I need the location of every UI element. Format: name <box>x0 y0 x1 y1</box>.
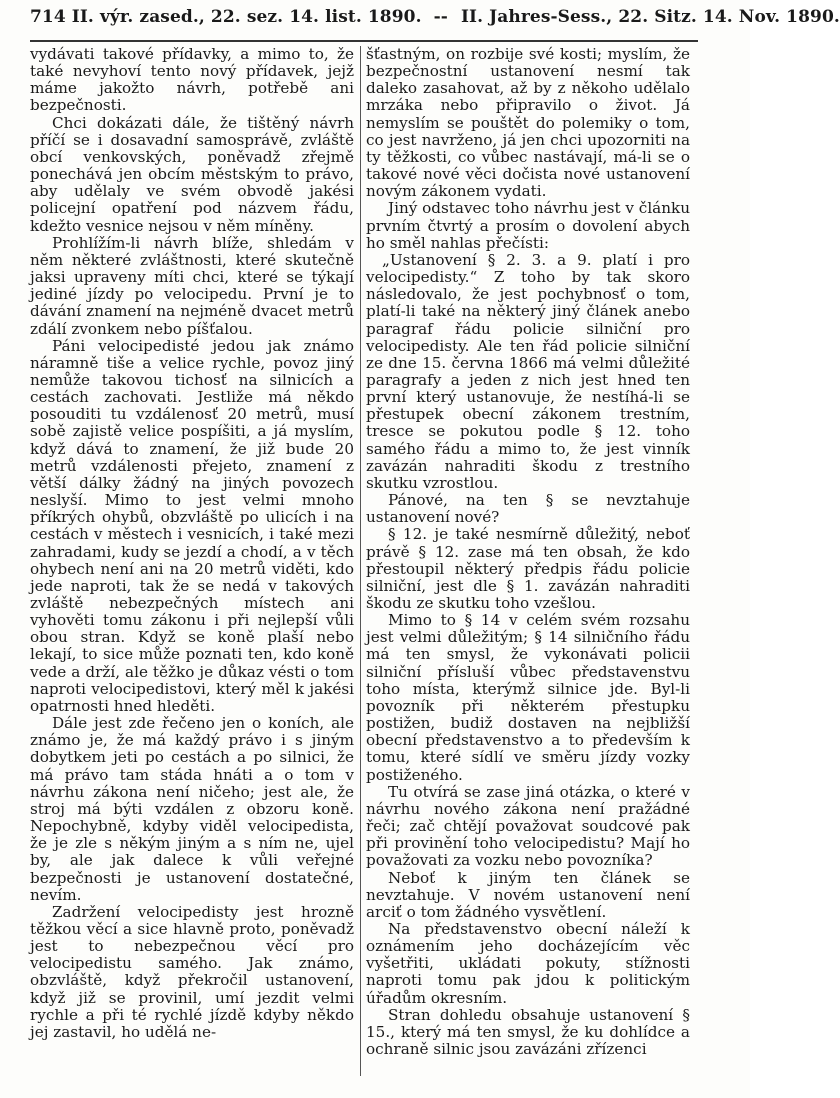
paragraph: Dále jest zde řečeno jen o koních, ale známo je, že má každý právo i s jiným dobytkem jeti po cestách a po silnici, že má právo tam stáda hnáti a o tom v návrhu zákona není ničeho; jest ale, že stroj má býti vzdálen z obzoru koně. Nepochybně, kdyby viděl velocipedista, že je zle s někým jiným a s ním ne, ujel by, ale jak dalece k vůli veřejné bezpečnosti je ustanovení dostatečné, nevím. <box>30 714 354 904</box>
paragraph: Chci dokázati dále, že tištěný návrh příčí se i dosavadní samosprávě, zvláště obcí venkovských, poněvadž zřejmě ponechává jen obcím městským to právo, aby udělaly ve svém obvodě jakési policejní opatření pod názvem řádu, kdežto vesnice nejsou v něm míněny. <box>30 113 354 235</box>
left-column <box>30 46 354 1041</box>
column-divider <box>360 46 361 1076</box>
paragraph: Pánové, na ten § se nevztahuje ustanovení nové? <box>366 491 690 527</box>
paragraph: Tu otvírá se zase jiná otázka, o které v návrhu nového zákona není pražádné řeči; zač chtějí považovat soudcové pak při provinění toho velocipedistu? Mají ho považovati za vozku nebo povozníka? <box>366 782 690 870</box>
paragraph: vydávati takové přídavky, a mimo to, že také nevyhoví tento nový přídavek, jejž máme jakožto návrh, potřebě ani bezpečnosti. <box>30 45 354 115</box>
paragraph: Mimo to § 14 v celém svém rozsahu jest velmi důležitým; § 14 silničního řádu má ten smysl, že vykonávati policii silniční přísluší vůbec představenstvu toho místa, kterýmž silnice jde. Byl-li povozník při některém přestupku postižen, budiž dostaven na nejbližší obecní představenstvo a to především k tomu, které sídlí ve směru jízdy vozky postiženého. <box>366 611 690 784</box>
header-czech: 714 II. výr. zased., 22. sez. 14. list. 1890. <box>30 7 422 27</box>
paragraph: Zadržení velocipedisty jest hrozně těžkou věcí a sice hlavně proto, poněvadž jest to nebezpečnou věcí pro velocipedistu samého. Jak známo, obzvláště, když překročil ustanovení, když již se provinil, umí jezdit velmi rychle a při té rychlé jízdě kdyby někdo jej zastavil, ho udělá ne- <box>30 902 354 1041</box>
paragraph: Prohlížím-li návrh blíže, shledám v něm některé zvláštnosti, které skutečně jaksi upraveny míti chci, které se týkají jediné jízdy po velocipedu. První je to dávání znamení na nejméně dvacet metrů zdálí zvonkem nebo píšťalou. <box>30 233 354 338</box>
header-german: II. Jahres-Sess., 22. Sitz. 14. Nov. 1890. <box>460 7 840 27</box>
paragraph: § 12. je také nesmírně důležitý, neboť právě § 12. zase má ten obsah, že kdo přestoupil některý předpis řádu policie silniční, jest dle § 1. zavázán nahraditi škodu ze skutku toho vzešlou. <box>366 525 690 612</box>
paragraph: Stran dohledu obsahuje ustanovení § 15., který má ten smysl, že ku dohlídce a ochraně silnic jsou zavázáni zřízenci <box>366 1005 690 1059</box>
running-header <box>30 7 840 35</box>
header-rule <box>30 40 698 42</box>
right-column <box>366 46 690 1058</box>
paragraph: Na představenstvo obecní náleží k oznámením jeho docházejícím věc vyšetřiti, ukládati pokuty, stížnosti naproti tomu pak jdou k politickým úřadům okresním. <box>366 919 690 1007</box>
paragraph: Neboť k jiným ten článek se nevztahuje. V novém ustanovení není arciť o tom žádného vysvětlení. <box>366 868 690 921</box>
header-separator: -- <box>433 7 448 27</box>
paragraph: Páni velocipedisté jedou jak známo náramně tiše a velice rychle, povoz jiný nemůže takovou tichosť na silnicích a cestách zachovati. Jestliže má někdo posouditi tu vzdálenosť 20 metrů, musí sobě zajistě velice pospíšiti, a já myslím, když dává to znamení, že již bude 20 metrů vzdálenosti přejeto, znamení z větší dálky žádný na jiných povozech neslyší. Mimo to jest velmi mnoho příkrých ohybů, obzvláště po ulicích i na cestách v městech i vesnicích, i také mezi zahradami, kudy se jezdí a chodí, a v těch ohybech není ani na 20 metrů viděti, kdo jede naproti, tak že se nedá v takových zvláště nebezpečných místech ani vyhověti tomu zákonu i při nejlepší vůli obou stran. Když se koně plaší nebo lekají, to sice může poznati ten, kdo koně vede a drží, ale těžko je důkaz vésti o tom naproti velocipedistovi, který měl k jakési opatrnosti hned hleděti. <box>30 336 354 715</box>
paragraph: Jiný odstavec toho návrhu jest v článku prvním čtvrtý a prosím o dovolení abych ho směl nahlas přečísti: <box>366 199 690 252</box>
paragraph: šťastným, on rozbije své kosti; myslím, že bezpečnostní ustanovení nesmí tak daleko zasahovat, až by z někoho udělalo mrzáka nebo připravilo o život. Já nemyslím se pouštět do polemiky o tom, co jest navrženo, já jen chci upozorniti na ty těžkosti, co vůbec nastávají, má-li se o takové nové věci dočista nové ustanovení novým zákonem vydati. <box>366 45 690 201</box>
quoted-paragraph: „Ustanovení § 2. 3. a 9. platí i pro velocipedisty.“ Z toho by tak skoro následovalo, že jest pochybnosť o tom, platí-li také na některý jiný článek anebo paragraf řádu policie silniční pro velocipedisty. Ale ten řád policie silniční ze dne 15. června 1866 má velmi důležité paragrafy a jeden z nich jest hned ten první který ustanovuje, že nestíhá-li se přestupek obecní zákonem trestním, tresce se pokutou podle § 12. toho samého řádu a mimo to, že jest vinník zavázán nahraditi škodu z trestního skutku vzrostlou. <box>366 250 690 492</box>
